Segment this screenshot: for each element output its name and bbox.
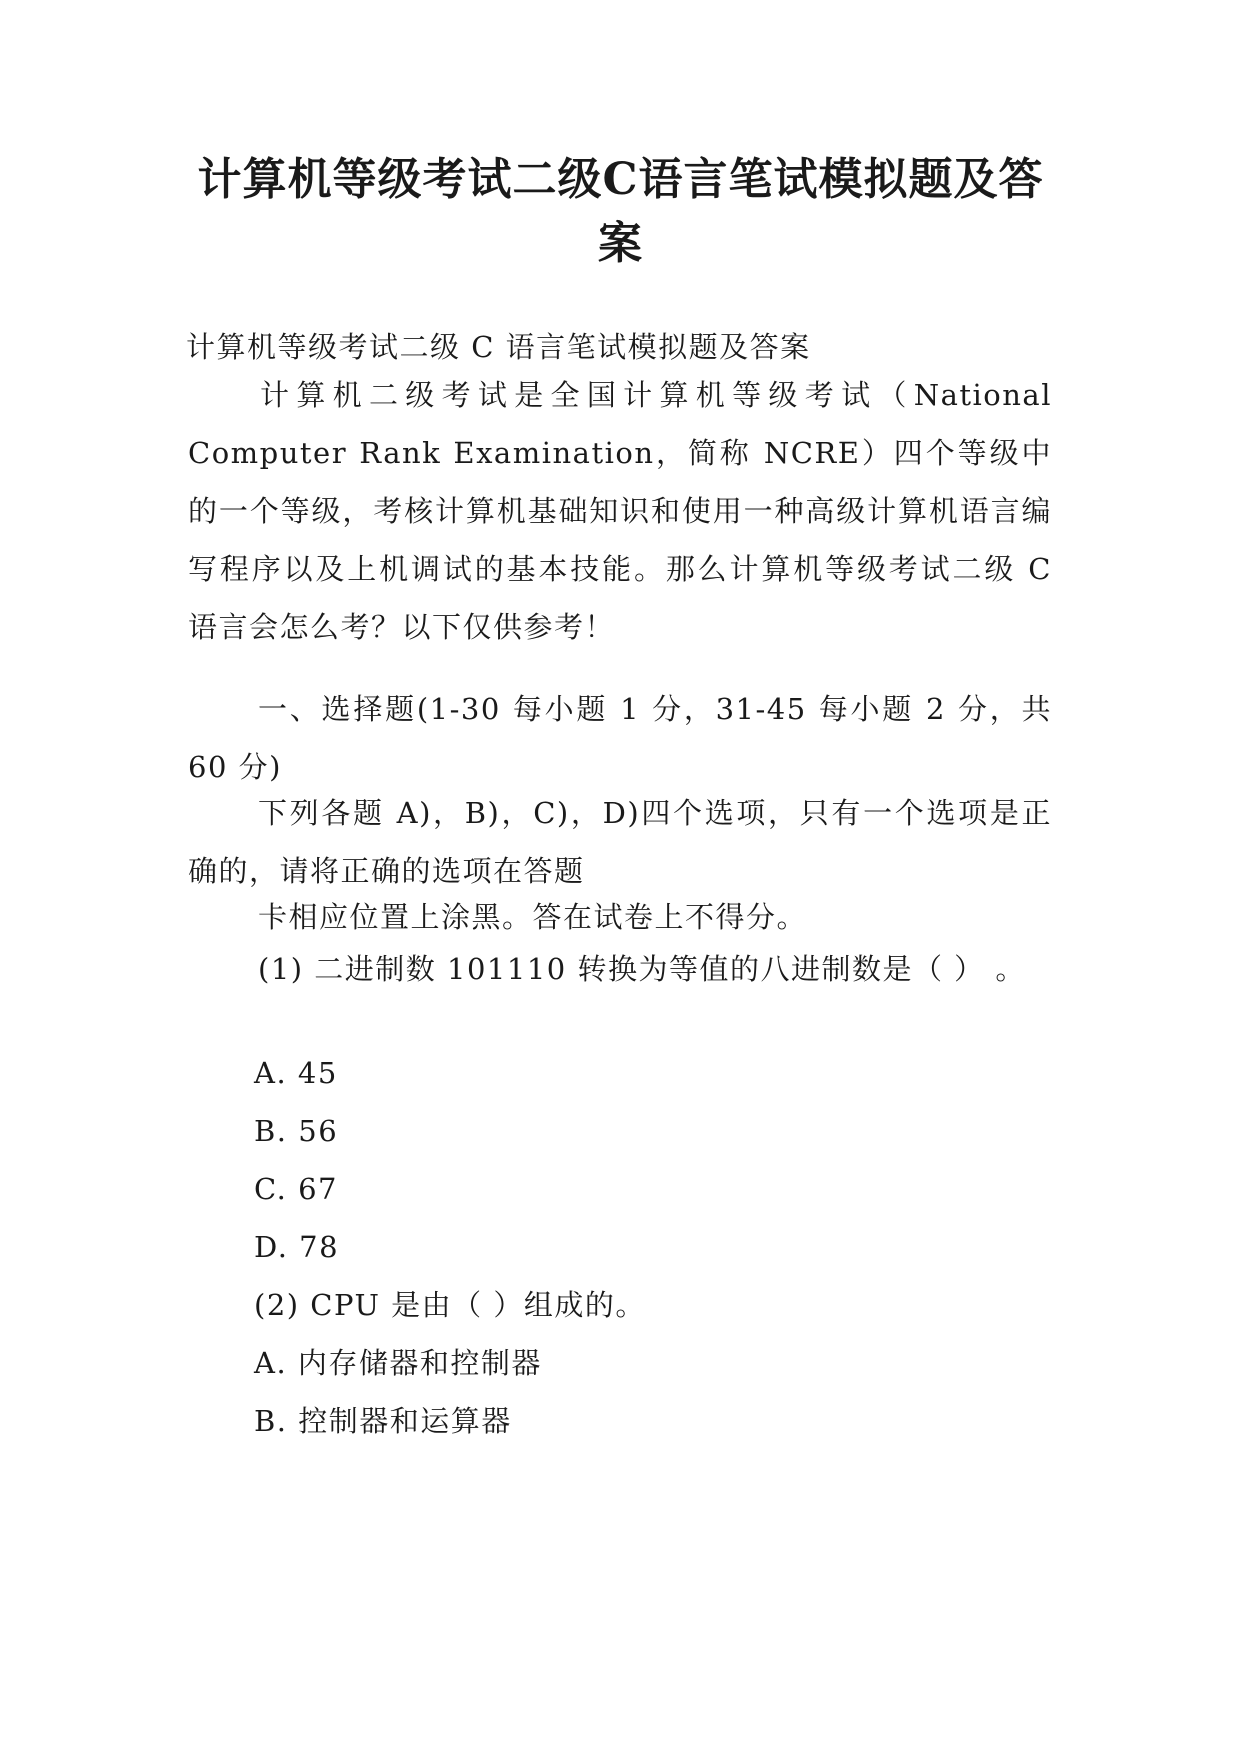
question-1-option-c: C. 67 [254,1172,338,1206]
document-title: 计算机等级考试二级C语言笔试模拟题及答案 [197,154,1044,269]
question-2-option-a: A. 内存储器和控制器 [254,1346,542,1380]
intro-paragraph: 计算机二级考试是全国计算机等级考试（National Computer Rank Examination，简称 NCRE）四个等级中的一个等级，考核计算机基础知识和使用一种高级计算机语言编写程序以及上机调试的基本技能。那么计算机等级考试二级 C 语言会怎么考？以下仅供参考！ [188,378,1052,644]
subtitle-line: 计算机等级考试二级 C 语言笔试模拟题及答案 [186,330,811,364]
question-1-option-a: A. 45 [254,1056,338,1090]
instructions-line-2: 卡相应位置上涂黑。答在试卷上不得分。 [258,900,808,934]
question-1-option-b: B. 56 [254,1114,339,1148]
question-1-stem: (1) 二进制数 101110 转换为等值的八进制数是（ ） 。 [258,952,1026,986]
question-1-option-d: D. 78 [254,1230,340,1264]
question-2-stem: (2) CPU 是由（ ）组成的。 [254,1288,646,1322]
question-2-option-b: B. 控制器和运算器 [254,1404,512,1438]
instructions-line-1: 下列各题 A)，B)，C)，D)四个选项，只有一个选项是正确的，请将正确的选项在答题 [188,796,1052,888]
section-heading: 一、选择题(1-30 每小题 1 分，31-45 每小题 2 分，共 60 分) [188,692,1052,784]
